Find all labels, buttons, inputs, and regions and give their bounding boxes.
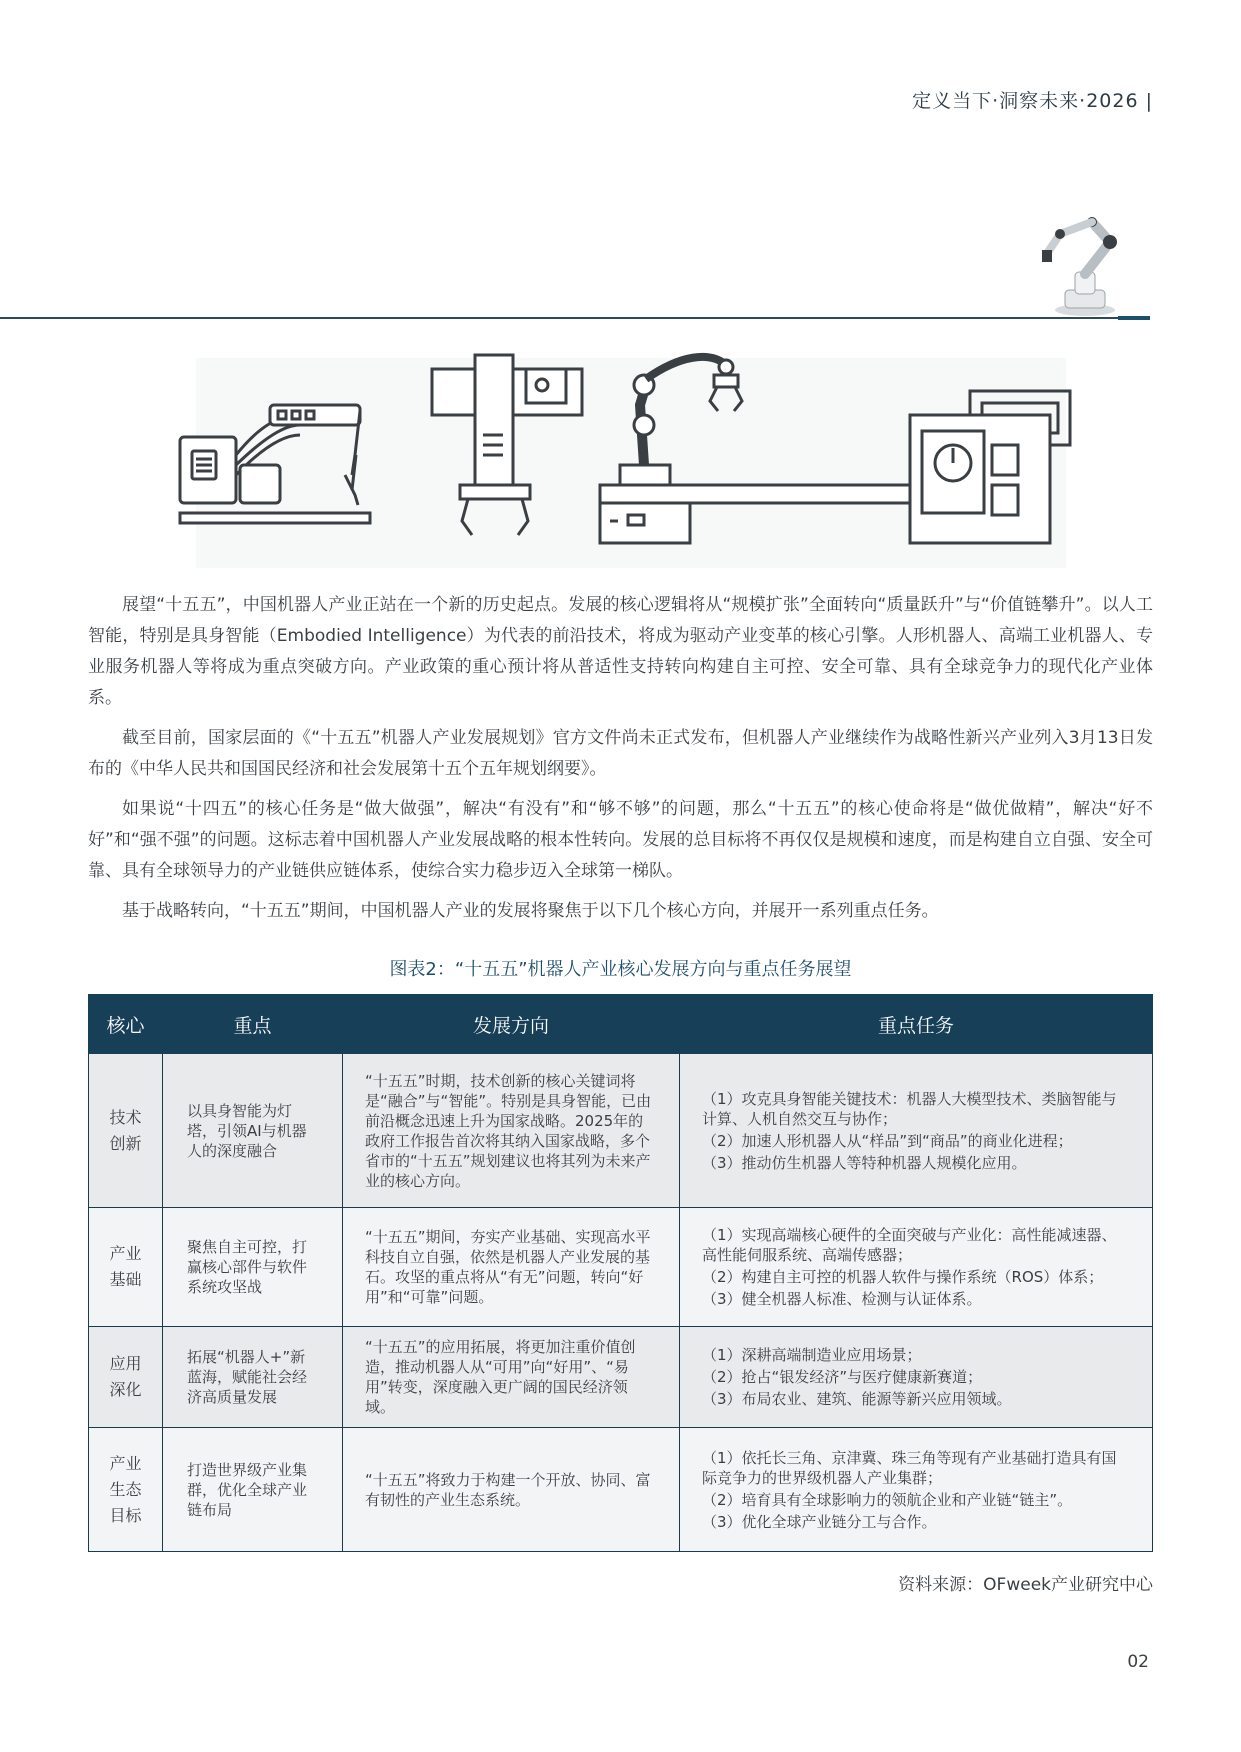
body-text xyxy=(88,590,1153,936)
source-note: 资料来源：OFweek产业研究中心 xyxy=(898,1575,1153,1595)
table-row xyxy=(89,1327,1153,1428)
task-item: （1）攻克具身智能关键技术：机器人大模型技术、类脑智能与计算、人机自然交互与协作； xyxy=(702,1089,1117,1128)
tasks-cell xyxy=(680,1208,1153,1327)
core-label: 技术 创新 xyxy=(109,1107,142,1153)
header-core: 核心 xyxy=(89,995,163,1054)
header-rule-accent xyxy=(1118,316,1150,320)
header-rule xyxy=(0,317,1148,319)
table-caption: 图表2：“十五五”机器人产业核心发展方向与重点任务展望 xyxy=(389,959,852,980)
tasks-cell xyxy=(680,1428,1153,1552)
direction-cell: “十五五”的应用拓展，将更加注重价值创造，推动机器人从“可用”向“好用”、“易用”转变，深度融入更广阔的国民经济领域。 xyxy=(343,1327,680,1428)
task-item: （1）依托长三角、京津冀、珠三角等现有产业基础打造具有国际竞争力的世界级机器人产业集群； xyxy=(702,1448,1117,1487)
core-cell xyxy=(89,1428,163,1552)
core-cell xyxy=(89,1208,163,1327)
task-item: （1）深耕高端制造业应用场景； xyxy=(702,1346,922,1364)
paragraph: 截至目前，国家层面的《“十五五”机器人产业发展规划》官方文件尚未正式发布，但机器人产业继续作为战略性新兴产业列入3月13日发布的《中华人民共和国国民经济和社会发展第十五个五年规划纲要》。 xyxy=(88,728,1153,779)
task-item: （3）健全机器人标准、检测与认证体系。 xyxy=(702,1290,982,1308)
direction-cell: “十五五”将致力于构建一个开放、协同、富有韧性的产业生态系统。 xyxy=(343,1428,680,1552)
task-item: （3）布局农业、建筑、能源等新兴应用领域。 xyxy=(702,1390,1012,1408)
paragraph: 基于战略转向，“十五五”期间，中国机器人产业的发展将聚焦于以下几个核心方向，并展开一系列重点任务。 xyxy=(122,901,939,921)
direction-cell: “十五五”期间，夯实产业基础、实现高水平科技自立自强，依然是机器人产业发展的基石。攻坚的重点将从“有无”问题，转向“好用”和“可靠”问题。 xyxy=(343,1208,680,1327)
table-header-row xyxy=(89,995,1153,1054)
task-item: （3）推动仿生机器人等特种机器人规模化应用。 xyxy=(702,1153,1027,1172)
header-tasks: 重点任务 xyxy=(680,995,1153,1054)
task-item: （2）加速人形机器人从“样品”到“商品”的商业化进程； xyxy=(702,1131,1073,1150)
focus-cell: 以具身智能为灯塔，引领AI与机器人的深度融合 xyxy=(163,1054,343,1208)
task-item: （2）抢占“银发经济”与医疗健康新赛道； xyxy=(702,1368,983,1386)
core-label: 产业 基础 xyxy=(109,1244,142,1289)
focus-cell: 拓展“机器人+”新蓝海，赋能社会经济高质量发展 xyxy=(163,1327,343,1428)
core-label: 产业 生态 目标 xyxy=(109,1453,142,1525)
table-row xyxy=(89,1054,1153,1208)
task-item: （1）实现高端核心硬件的全面突破与产业化：高性能减速器、高性能伺服系统、高端传感器； xyxy=(702,1226,1117,1264)
task-item: （2）培育具有全球影响力的领航企业和产业链“链主”。 xyxy=(702,1490,1073,1509)
tasks-cell xyxy=(680,1327,1153,1428)
table-row xyxy=(89,1428,1153,1552)
task-item: （3）优化全球产业链分工与合作。 xyxy=(702,1512,937,1531)
core-cell xyxy=(89,1327,163,1428)
page-number: 02 xyxy=(1127,1652,1149,1672)
industrial-robots-illustration xyxy=(170,345,1100,565)
focus-cell: 聚焦自主可控，打赢核心部件与软件系统攻坚战 xyxy=(163,1208,343,1327)
direction-task-table xyxy=(88,994,1153,1552)
core-label: 应用 深化 xyxy=(109,1354,142,1399)
tasks-cell xyxy=(680,1054,1153,1208)
core-cell xyxy=(89,1054,163,1208)
robot-arm-icon xyxy=(1030,212,1140,318)
header-direction: 发展方向 xyxy=(343,995,680,1054)
task-item: （2）构建自主可控的机器人软件与操作系统（ROS）体系； xyxy=(702,1268,1104,1286)
header-focus: 重点 xyxy=(163,995,343,1054)
focus-cell: 打造世界级产业集群，优化全球产业链布局 xyxy=(163,1428,343,1552)
direction-cell: “十五五”时期，技术创新的核心关键词将是“融合”与“智能”。特别是具身智能，已由前沿概念迅速上升为国家战略。2025年的政府工作报告首次将其纳入国家战略，多个省市的“十五五”规划建议也将其列为未来产业的核心方向。 xyxy=(343,1054,680,1208)
paragraph: 展望“十五五”，中国机器人产业正站在一个新的历史起点。发展的核心逻辑将从“规模扩张”全面转向“质量跃升”与“价值链攀升”。以人工智能，特别是具身智能（Embodied Intelligence）为代表的前沿技术，将成为驱动产业变革的核心引擎。人形机器人、高端工业机器人、专业服务机器人等将成为重点突破方向。产业政策的重心预计将从普适性支持转向构建自主可控、安全可靠、具有全球竞争力的现代化产业体系。 xyxy=(88,595,1153,708)
table-row xyxy=(89,1208,1153,1327)
paragraph: 如果说“十四五”的核心任务是“做大做强”，解决“有没有”和“够不够”的问题，那么“十五五”的核心使命将是“做优做精”，解决“好不好”和“强不强”的问题。这标志着中国机器人产业发展战略的根本性转向。发展的总目标将不再仅仅是规模和速度，而是构建自立自强、安全可靠、具有全球领导力的产业链供应链体系，使综合实力稳步迈入全球第一梯队。 xyxy=(88,799,1153,881)
header-title: 定义当下·洞察未来·2026 | xyxy=(912,90,1153,112)
